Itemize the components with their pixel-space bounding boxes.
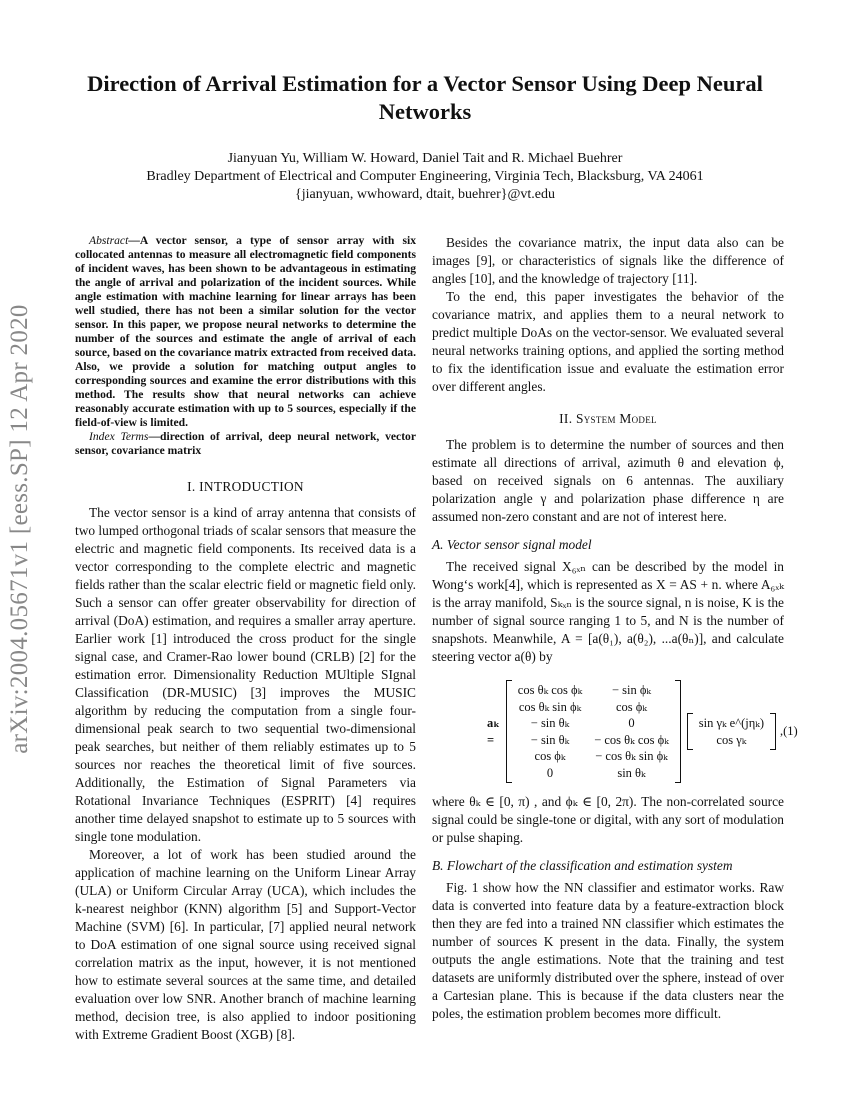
affiliation: Bradley Department of Electrical and Computer Engineering, Virginia Tech, Blacksburg, VA 24061 — [146, 169, 704, 184]
paragraph: Besides the covariance matrix, the input data also can be images [9], or characteristics of signals like the difference of angles [10], and the knowledge of trajectory [11]. — [432, 235, 784, 286]
author-block — [60, 150, 790, 204]
subsection-heading: B. Flowchart of the classification and estimation system — [432, 858, 733, 873]
index-terms-label: Index Terms — [89, 430, 149, 443]
matrix-cell: cos θₖ cos ϕₖ — [517, 683, 583, 697]
equation-number: (1) — [783, 724, 798, 739]
abstract-label: Abstract — [89, 234, 129, 247]
abstract — [75, 234, 416, 430]
matrix-cell: cos θₖ sin ϕₖ — [518, 699, 582, 714]
polarization-vector — [687, 713, 776, 750]
left-column — [75, 234, 416, 1044]
paragraph: To the end, this paper investigates the behavior of the covariance matrix, and applies them to a neural network to predict multiple DoAs on the vector-sensor. We evaluated several neural networks training options, and applied the sorting method to fix the identification issue and evaluate the estimation error over different angles. — [432, 289, 784, 394]
paragraph: The problem is to determine the number of sources and then estimate all directions of arrival, azimuth θ and elevation ϕ, based on received signals on 6 antennas. The auxiliary polarization angle γ and polarization phase difference η are assumed non-zero constant and are not of interest here. — [432, 437, 784, 524]
matrix-cell: − cos θₖ cos ϕₖ — [594, 732, 669, 747]
matrix-cell: 0 — [628, 716, 635, 730]
emails: {jianyuan, wwhoward, dtait, buehrer}@vt.edu — [295, 187, 555, 202]
subsection-heading: A. Vector sensor signal model — [432, 537, 592, 552]
paragraph: Fig. 1 show how the NN classifier and estimator works. Raw data is converted into feature data by a feature-extraction block then they are fed into a trained NN classifier which estimates the number of sources K present in the data. Finally, the system outputs the angle estimations. Note that the training and test datasets are uniformly distributed over the sphere, instead of over a Cartesian plane. This is because if the data clusters near the poles, the estimation problem becomes more difficult. — [432, 880, 784, 1021]
arxiv-stamp: arXiv:2004.05671v1 [eess.SP] 12 Apr 2020 — [6, 304, 33, 754]
section-number: II. — [559, 411, 576, 426]
matrix-cell: cos ϕₖ — [616, 699, 647, 714]
author-names: Jianyuan Yu, William W. Howard, Daniel Tait and R. Michael Buehrer — [227, 151, 623, 166]
section-title: System Model — [576, 411, 657, 426]
index-terms-text: —direction of arrival, deep neural network, vector sensor, covariance matrix — [75, 430, 416, 457]
matrix-cell: 0 — [546, 765, 554, 780]
abstract-text: —A vector sensor, a type of sensor array with six collocated antennas to measure all electromagnetic field components of incident waves, has been shown to be advantageous in estimating the angle of arrival and polarization of the incident sources. While angle estimation with machine learning for linear arrays has been well studied, there has not been a similar solution for the vector sensor. In this paper, we propose neural networks to determine the number of the sources and estimate the angle of arrival of each source, based on the covariance matrix extracted from received data. Also, we provide a solution for matching output angles to corresponding sources and examine the error distributions with this method. The results show that neural networks can achieve reasonably accurate estimation with up to 5 sources, especially if the field-of-view is limited. — [75, 234, 416, 429]
paragraph: The vector sensor is a kind of array antenna that consists of two lumped orthogonal triads of scalar sensors that measure the electric and magnetic field components. Its received data is a vector corresponding to the complete electric and magnetic fields rather than the scalar electric field or magnetic field only. Such a sensor can offer greater observability for direction of arrival (DoA) estimation, and requires a smaller array aperture. Earlier work [1] introduced the cross product for the single signal case, and Cramer-Rao lower bound (CRLB) [2] for the estimation error. Dimensionality Reduction MUltiple SIgnal Classification (DR-MUSIC) [3] improves the MUSIC algorithm by reducing the computation from a single four-dimensional peak search to two sequential two-dimensional peak searches, but neither of them reliably estimates up to 5 sources nor reaches the theoretical limit of five sources. Additionally, the Estimation of Signal Parameters via Rotational Invariance Techniques (ESPRIT) [4] requires another time delayed snapshot to estimate up to 5 sources with single tone modulation. — [75, 505, 416, 844]
equation-1: aₖ = cos θₖ cos ϕₖ − sin ϕₖ cos θₖ sin ϕₖ cos ϕₖ − sin θₖ 0 − sin θₖ − cos θₖ cos ϕₖ cos ϕₖ − cos θₖ sin ϕₖ 0 sin θₖ sin γₖ e^(jηₖ) cos γₖ , (1) — [432, 680, 784, 783]
paragraph: Moreover, a lot of work has been studied around the application of machine learning on the Uniform Linear Array (ULA) or Uniform Circular Array (UCA), which includes the k-nearest neighbor (KNN) algorithm [5] and Support-Vector Machine (SVM) [6]. In particular, [7] applied neural network to DoA estimation of one signal source using received signal correlation matrix as the input, however, it is not mentioned how to estimate several sources at the same time, and detailed evaluation over low SNR. Another branch of machine learning method, decision tree, is also applied to indoor positioning with Extreme Gradient Boost (XGB) [8]. — [75, 847, 416, 1042]
vector-cell: sin γₖ e^(jηₖ) — [698, 716, 764, 730]
matrix-cell: − sin θₖ — [530, 732, 570, 747]
equation-lhs: aₖ = — [487, 716, 500, 747]
matrix-cell: cos ϕₖ — [534, 749, 566, 763]
matrix-cell: − cos θₖ sin ϕₖ — [595, 749, 668, 763]
steering-matrix — [506, 680, 681, 783]
index-terms — [75, 430, 416, 458]
matrix-cell: − sin ϕₖ — [611, 683, 651, 697]
matrix-cell: sin θₖ — [617, 765, 646, 780]
matrix-cell: − sin θₖ — [530, 716, 570, 730]
right-column — [432, 234, 798, 1023]
paragraph: where θₖ ∈ [0, π) , and ϕₖ ∈ [0, 2π). The non-correlated source signal could be single-tone or digital, with any sort of modulation or pulse shaping. — [432, 794, 784, 845]
paper-title: Direction of Arrival Estimation for a Vector Sensor Using Deep Neural Networks — [87, 71, 763, 124]
section-heading-system-model — [432, 410, 784, 428]
section-heading-introduction: I. INTRODUCTION — [187, 479, 304, 494]
vector-cell: cos γₖ — [716, 732, 747, 747]
paragraph: The received signal X₆ₓₙ can be described by the model in Wong‘s work[4], which is represented as X = AS + n. where A₆ₓₖ is the array manifold, Sₖₓₙ is the source signal, n is noise, K is the number of signal source ranging 1 to 5, and N is the number of snapshots. Meanwhile, A = [a(θ₁), a(θ₂), ...a(θₙ)], and calculate steering vector a(θ) by — [432, 559, 784, 664]
